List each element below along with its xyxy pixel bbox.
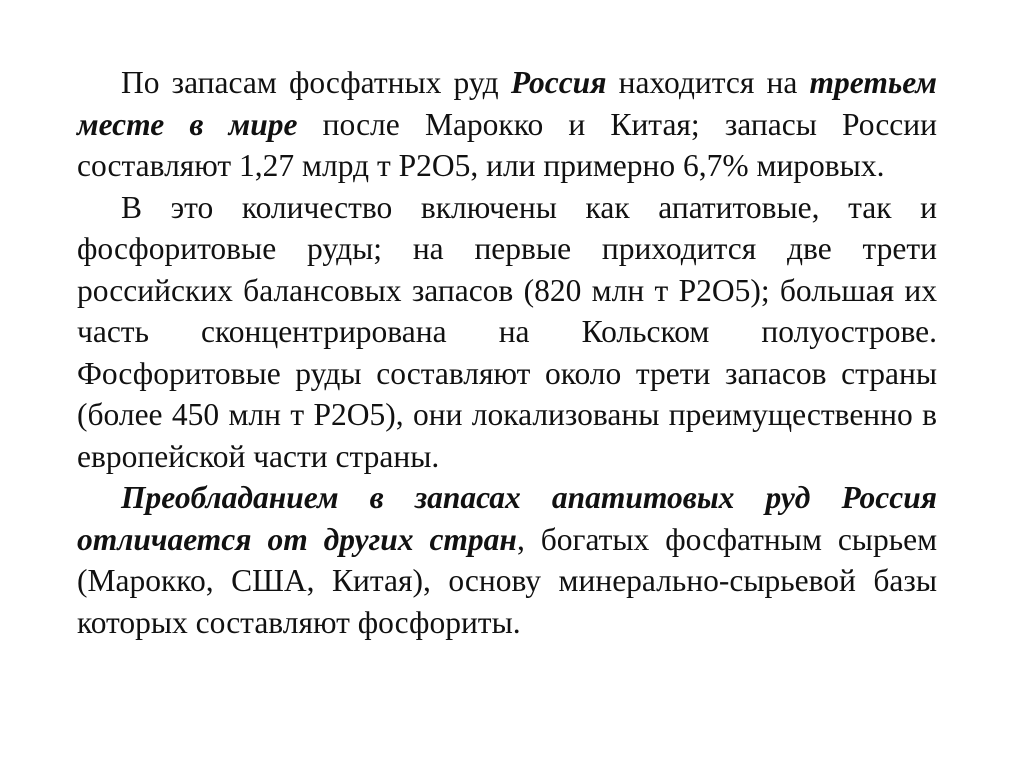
p1-text-start: По запасам фосфатных руд: [121, 65, 511, 100]
p1-emphasis-third-place: третьем месте в мире: [77, 65, 937, 142]
p1-text-end: после Марокко и Китая; запасы России составляют 1,27 млрд т Р2О5, или примерно 6,7% мировых.: [77, 106, 937, 183]
p3-text-end: , богатых фосфатным сырьем (Марокко, США, Китая), основу минерально-сырьевой базы которых составляют фосфориты.: [77, 521, 938, 640]
paragraph-apatite-predominance: [77, 477, 937, 643]
slide-body-text: [77, 62, 937, 643]
p3-emphasis-predominance: Преобладанием в запасах апатитовых руд Россия отличается от других стран: [77, 480, 937, 557]
p1-text-mid: находится на: [606, 65, 810, 100]
p2-text: В это количество включены как апатитовые, так и фосфоритовые руды; на первые приходится две трети российских балансовых запасов (820 млн т Р2О5); большая их часть сконцентрирована на Кольском полуострове. Фосфоритовые руды составляют около трети запасов страны (более 450 млн т Р2О5), они локализованы преимущественно в европейской части страны.: [77, 189, 937, 474]
paragraph-ore-types: [77, 187, 937, 478]
p1-emphasis-russia: Россия: [510, 65, 607, 100]
paragraph-reserves-ranking: [77, 62, 937, 187]
